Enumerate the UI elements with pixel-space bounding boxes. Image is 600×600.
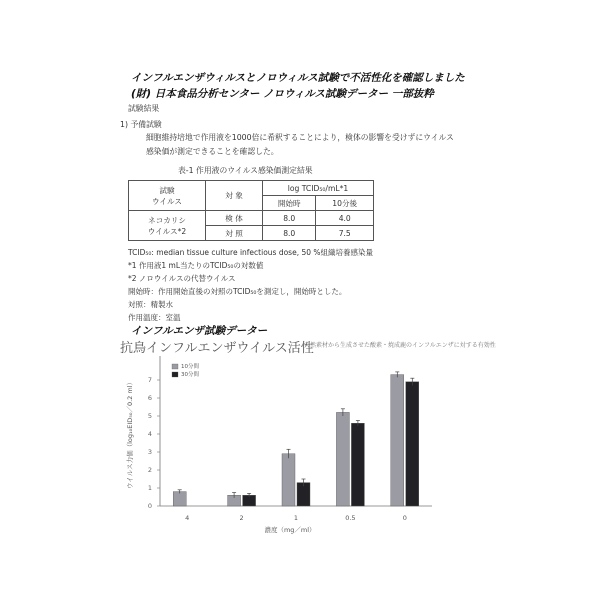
x-tick-label: 2 — [239, 514, 244, 522]
x-tick-label: 0.5 — [345, 514, 356, 522]
table-cell-after: 4.0 — [316, 211, 374, 226]
flu-heading: インフルエンザ試験データー — [131, 325, 268, 337]
legend-swatch — [172, 364, 178, 369]
legend-label: 30分間 — [181, 372, 199, 378]
bar — [336, 412, 349, 506]
bar — [282, 454, 295, 506]
y-tick-label: 1 — [147, 484, 152, 492]
prelim-heading: 1) 予備試験 — [120, 120, 162, 129]
results-heading: 試験結果 — [128, 104, 160, 113]
paragraph-line-1: 細胞維持培地で作用液を1000倍に希釈することにより，検体の影響を受けずにウイルス — [146, 133, 454, 142]
x-axis-label: 濃度（mg／ml） — [264, 526, 316, 534]
header-virus-line-2: ウイルス — [152, 196, 182, 206]
header-log: log TCID₅₀/mL*1 — [263, 181, 374, 196]
table-cell-start: 8.0 — [263, 211, 316, 226]
legend-swatch — [172, 372, 178, 377]
header-start: 開始時 — [263, 196, 316, 211]
x-tick-label: 4 — [185, 514, 190, 522]
virus-name-line-2: ウイルス*2 — [147, 226, 187, 236]
note-temp: 作用温度：室温 — [128, 313, 181, 322]
y-tick-label: 4 — [147, 430, 152, 438]
table-cell-target: 対 照 — [206, 226, 263, 241]
chart-subtitle: 天然素材から生成させた酸素・焼成鹿のインフルエンザに対する有効性 — [304, 342, 496, 349]
note-2: *2 ノロウイルスの代替ウイルス — [128, 274, 236, 283]
y-tick-label: 5 — [147, 412, 152, 420]
bar — [351, 423, 364, 506]
y-tick-label: 6 — [147, 394, 152, 402]
paragraph-line-2: 感染価が測定できることを確認した。 — [146, 147, 279, 156]
header-virus-line-1: 試験 — [159, 185, 175, 195]
note-control: 対照：精製水 — [128, 300, 173, 309]
bar — [406, 382, 419, 506]
header-subtitle: (財) 日本食品分析センター ノロウィルス試験データー 一部抜粋 — [131, 88, 434, 100]
header-title: インフルエンザウィルスとノロウィルス試験で不活性化を確認しました — [131, 72, 465, 84]
y-tick-label: 7 — [147, 376, 152, 384]
y-tick-label: 2 — [147, 466, 152, 474]
x-tick-label: 0 — [402, 514, 407, 522]
chart-title: 抗鳥インフルエンザウイルス活性 — [120, 341, 314, 356]
table-cell-after: 7.5 — [316, 226, 374, 241]
table-cell-start: 8.0 — [263, 226, 316, 241]
y-axis-label: ウイルス力価（log₁₀EID₅₀／0.2 ml） — [126, 378, 134, 490]
table-caption: 表-1 作用液のウイルス感染価測定結果 — [178, 166, 313, 175]
y-tick-label: 3 — [147, 448, 152, 456]
note-tcid: TCID₅₀: median tissue culture infectious dose, 50 %組織培養感染量 — [128, 248, 374, 257]
virus-name-line-1: ネコカリシ — [148, 215, 186, 225]
bar — [173, 492, 186, 506]
bar — [391, 375, 404, 506]
x-tick-label: 1 — [293, 514, 299, 522]
header-10min: 10分後 — [316, 196, 374, 211]
table-cell-target: 検 体 — [206, 211, 263, 226]
note-1: *1 作用液1 mL当たりのTCID₅₀の対数値 — [128, 261, 264, 270]
note-start: 開始時：作用開始直後の対照のTCID₅₀を測定し，開始時とした。 — [128, 287, 347, 296]
legend-label: 10分間 — [181, 364, 199, 370]
header-target: 対 象 — [206, 181, 263, 211]
y-tick-label: 0 — [147, 502, 152, 510]
